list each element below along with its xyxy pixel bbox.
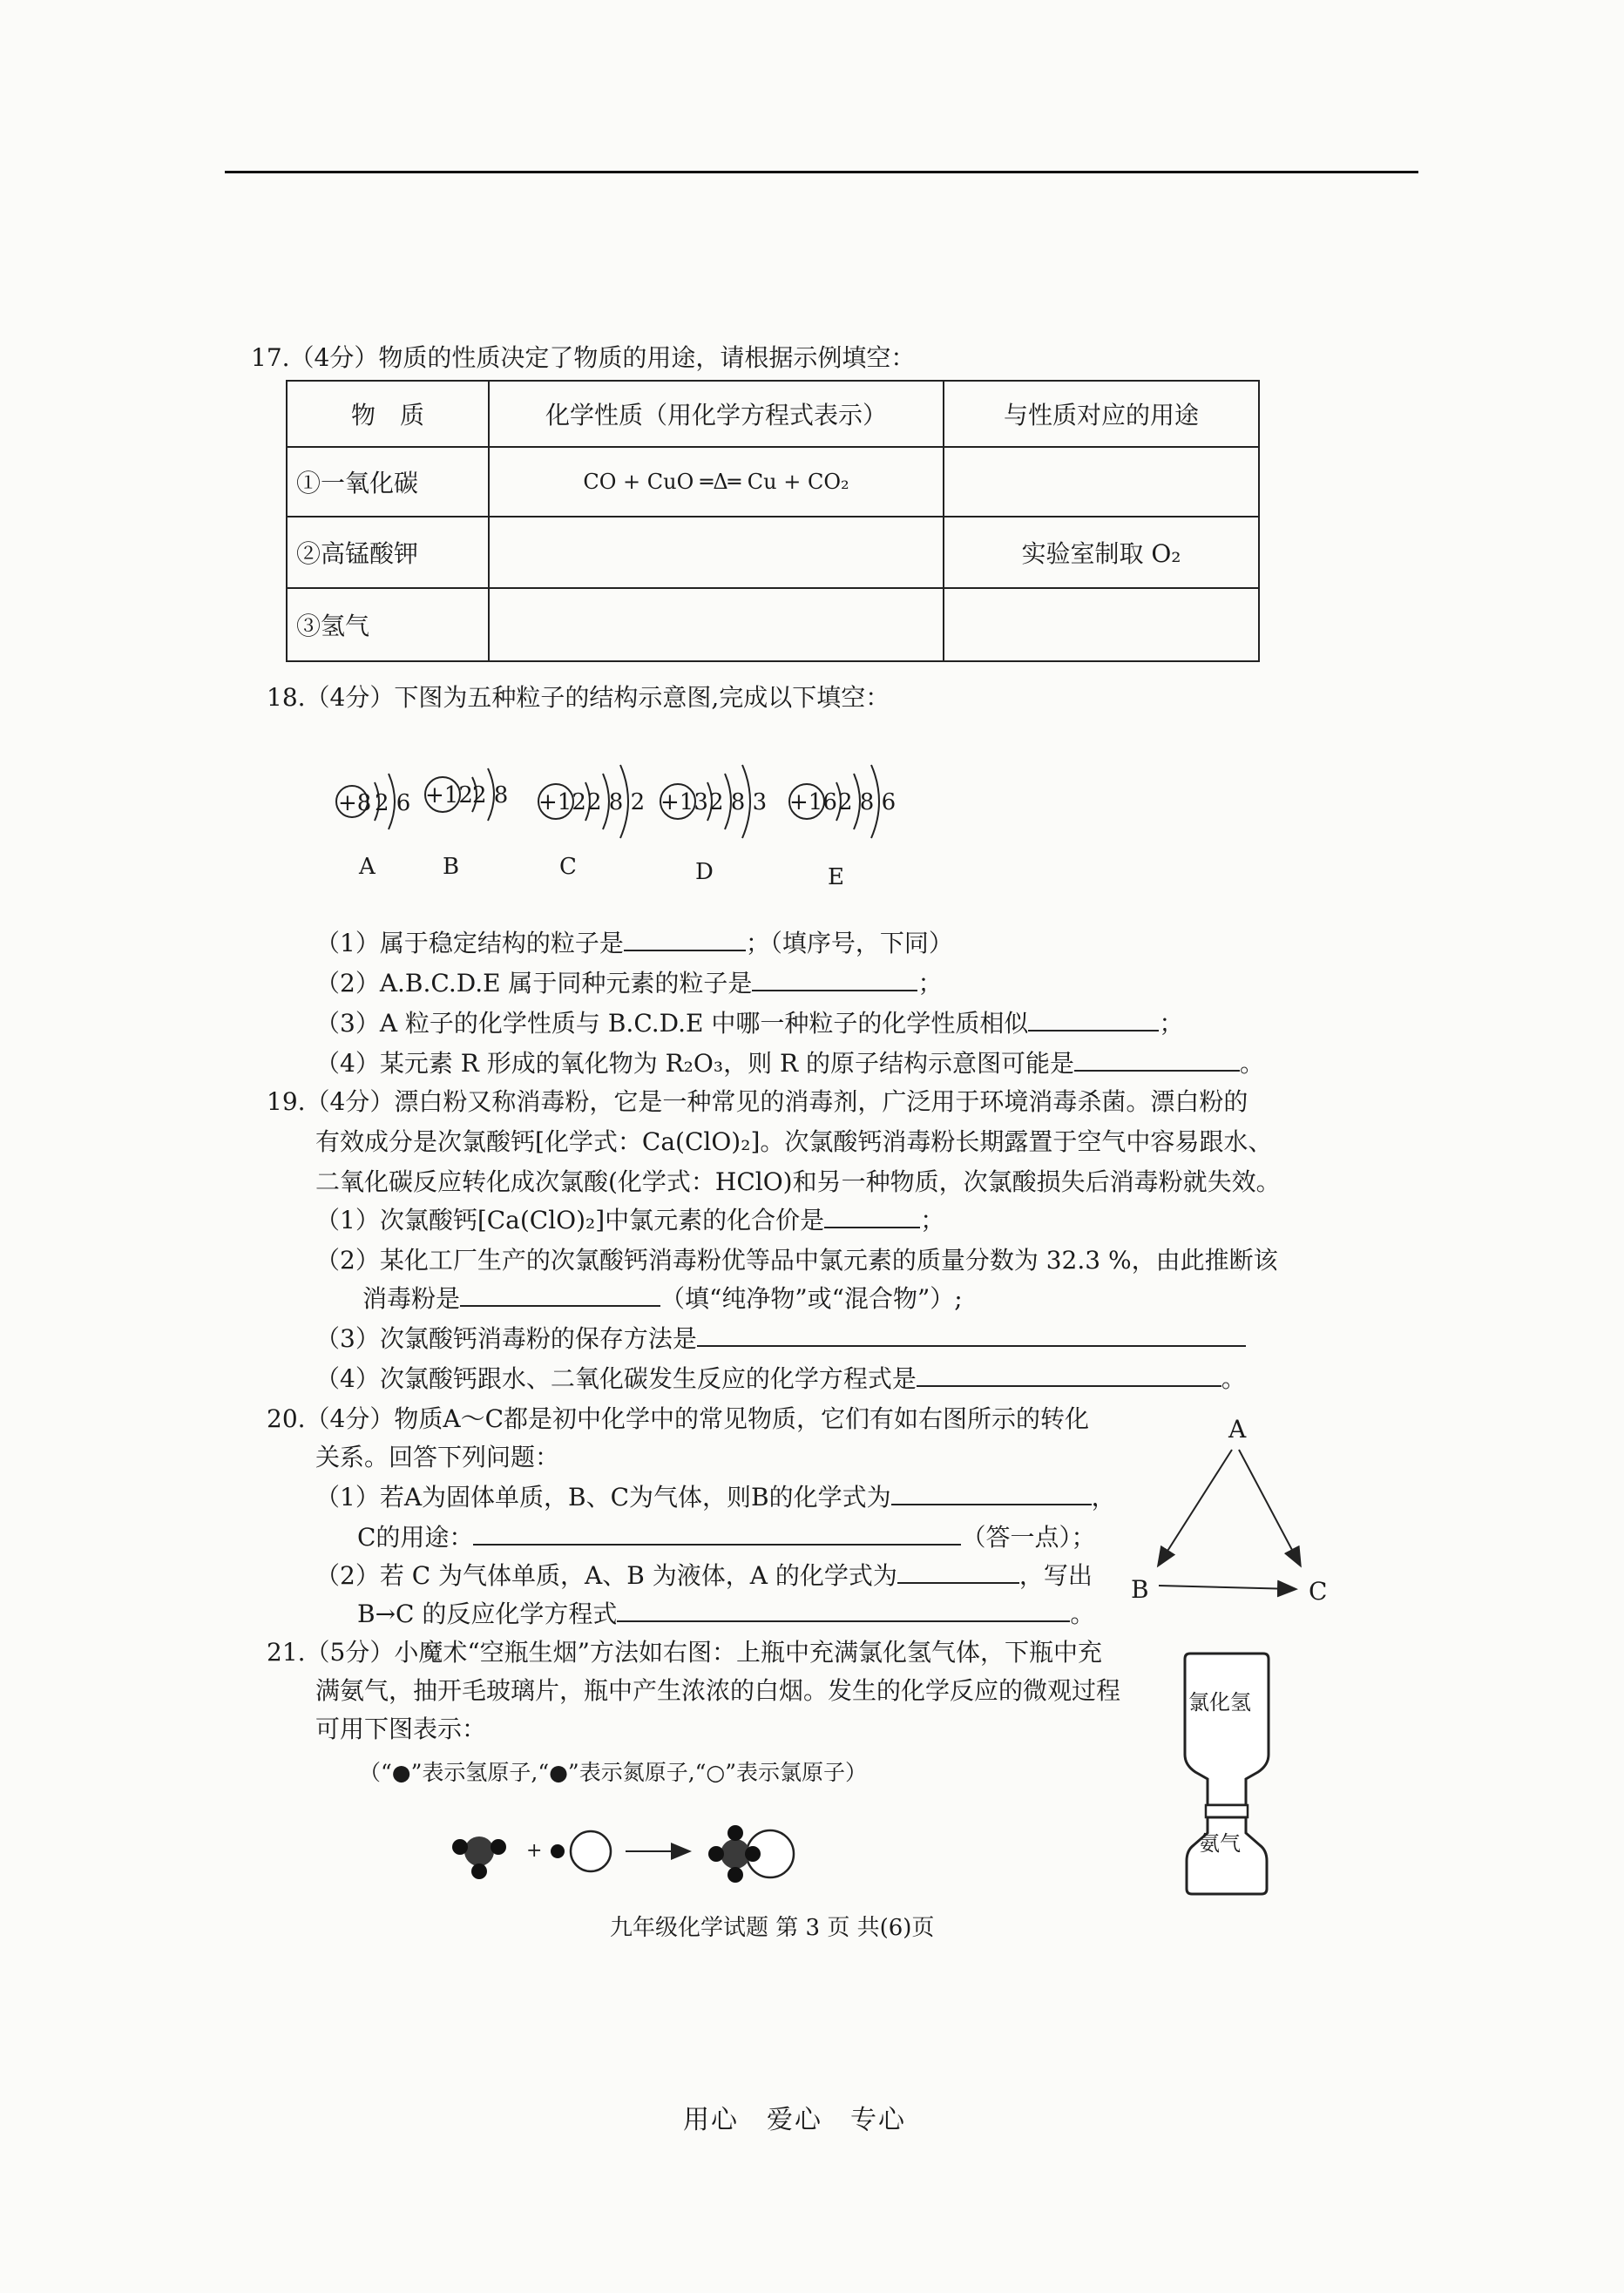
q18-s3-suffix: ；: [1159, 1009, 1184, 1038]
equation-cell: [489, 588, 944, 661]
use-cell: [944, 447, 1259, 517]
nucleus-charge: +12: [425, 782, 473, 808]
q20-sub2-cont: [357, 1598, 1094, 1631]
q20-s2-text: （2）若 C 为气体单质，A、B 为液体，A 的化学式为: [315, 1561, 897, 1590]
q17-title: 17.（4分）物质的性质决定了物质的用途，请根据示例填空：: [251, 343, 916, 372]
nucleus-charge: +12: [538, 789, 586, 815]
equation-cell: CO + CuO ═Δ═ Cu + CO₂: [489, 447, 944, 517]
particle-label: B: [443, 854, 460, 880]
q19-s3-text: （3）次氯酸钙消毒粉的保存方法是: [315, 1324, 697, 1353]
particle-label: D: [695, 859, 714, 885]
table-row: [287, 517, 1259, 588]
q20-s1-use-suffix: （答一点）；: [961, 1523, 1096, 1552]
node-a: A: [1228, 1415, 1247, 1444]
answer-blank[interactable]: [1074, 1047, 1240, 1072]
page-footer: 九年级化学试题 第 3 页 共(6)页: [610, 1915, 935, 1941]
answer-blank[interactable]: [897, 1559, 1019, 1584]
q19-s2-text: 消毒粉是: [362, 1284, 461, 1313]
substance-cell: ①一氧化碳: [287, 447, 489, 517]
electron-shells: 2 6: [375, 790, 411, 816]
table-row: [287, 447, 1259, 517]
bottle-bottom-label: 氨气: [1199, 1831, 1241, 1856]
q20-line2: 关系。回答下列问题：: [315, 1443, 560, 1471]
node-b: B: [1131, 1575, 1149, 1604]
answer-blank[interactable]: [891, 1481, 1092, 1505]
q20-s1-use-label: C的用途：: [357, 1523, 474, 1552]
answer-blank[interactable]: [917, 1363, 1221, 1387]
substance-cell: ②高锰酸钾: [287, 517, 489, 588]
q20-s2-suffix: ，写出: [1018, 1561, 1093, 1590]
node-c: C: [1309, 1577, 1328, 1606]
nucleus-charge: +16: [789, 789, 837, 815]
particle-label: C: [559, 854, 577, 880]
q20-line1: 20.（4分）物质A～C都是初中化学中的常见物质，它们有如右图所示的转化: [267, 1404, 1089, 1433]
particle-label: A: [359, 854, 376, 880]
q21-legend: （“●”表示氢原子,“●”表示氮原子,“○”表示氯原子）: [359, 1760, 868, 1785]
q19-s4-suffix: 。: [1221, 1364, 1246, 1393]
q19-sub4: [315, 1363, 1246, 1396]
table-header: 与性质对应的用途: [944, 381, 1259, 447]
q21-line2: 满氨气，抽开毛玻璃片，瓶中产生浓浓的白烟。发生的化学反应的微观过程: [315, 1676, 1121, 1705]
answer-blank[interactable]: [460, 1282, 660, 1307]
q20-s2-eq-label: B→C 的反应化学方程式: [357, 1600, 618, 1628]
particle-diagram-e: [784, 758, 932, 906]
table-header: 物 质: [287, 381, 489, 447]
q19-line2: 有效成分是次氯酸钙[化学式：Ca(ClO)₂]。次氯酸钙消毒粉长期露置于空气中容易跟水、: [315, 1127, 1273, 1156]
q18-sub4: [315, 1047, 1264, 1080]
table-row: [287, 588, 1259, 661]
answer-blank[interactable]: [624, 927, 746, 951]
answer-blank[interactable]: [473, 1521, 961, 1546]
answer-blank[interactable]: [1028, 1007, 1159, 1032]
q18-s1-text: （1）属于稳定结构的粒子是: [315, 929, 624, 957]
q19-s1-text: （1）次氯酸钙[Ca(ClO)₂]中氯元素的化合价是: [315, 1206, 825, 1234]
q20-sub2: [315, 1559, 1093, 1593]
q18-sub2: [315, 967, 942, 1000]
q18-sub1: [315, 927, 953, 960]
q18-s4-text: （4）某元素 R 形成的氧化物为 R₂O₃，则 R 的原子结构示意图可能是: [315, 1049, 1074, 1078]
q20-s2-eq-suffix: 。: [1070, 1600, 1095, 1628]
q18-s3-text: （3）A 粒子的化学性质与 B.C.D.E 中哪一种粒子的化学性质相似: [315, 1009, 1029, 1038]
particle-diagram-d: [655, 758, 803, 906]
q19-sub3: [315, 1322, 1246, 1356]
table-header: 化学性质（用化学方程式表示）: [489, 381, 944, 447]
electron-shells: 2 8 3: [709, 789, 768, 815]
substance-cell: ③氢气: [287, 588, 489, 661]
nucleus-charge: +13: [660, 789, 708, 815]
q18-sub3: [315, 1007, 1183, 1040]
nucleus-charge: +8: [338, 790, 372, 816]
answer-blank[interactable]: [752, 967, 917, 991]
answer-blank[interactable]: [617, 1598, 1070, 1622]
answer-blank[interactable]: [824, 1204, 920, 1228]
q18-s2-suffix: ；: [917, 969, 943, 998]
q19-sub2: （2）某化工厂生产的次氯酸钙消毒粉优等品中氯元素的质量分数为 32.3 %，由此推断该: [315, 1246, 1278, 1275]
bottom-slogan: 用心 爱心 专心: [683, 2105, 906, 2135]
electron-shells: 2 8 2: [587, 789, 646, 815]
particle-label: E: [828, 864, 844, 890]
plus-sign: +: [526, 1840, 543, 1862]
q20-sub1-cont: [357, 1521, 1095, 1554]
q19-s1-suffix: ；: [920, 1206, 945, 1234]
answer-blank[interactable]: [697, 1322, 1246, 1347]
use-cell: [944, 588, 1259, 661]
q17-table: [286, 380, 1260, 662]
q19-line3: 二氧化碳反应转化成次氯酸(化学式：HClO)和另一种物质，次氯酸损失后消毒粉就失效。: [315, 1167, 1281, 1196]
equation-cell: [489, 517, 944, 588]
q21-line1: 21.（5分）小魔术“空瓶生烟”方法如右图：上瓶中充满氯化氢气体，下瓶中充: [267, 1638, 1102, 1667]
electron-shells: 2 8 6: [838, 789, 897, 815]
reaction-molecule-diagram: [436, 1803, 819, 1899]
q18-s1-suffix: ；（填序号，下同）: [745, 929, 953, 957]
q19-s2-suffix: （填“纯净物”或“混合物”）;: [660, 1284, 963, 1313]
q20-s1-text: （1）若A为固体单质，B、C为气体，则B的化学式为: [315, 1483, 891, 1512]
q18-s2-text: （2）A.B.C.D.E 属于同种元素的粒子是: [315, 969, 753, 998]
header-rule: [225, 171, 1418, 173]
q21-line3: 可用下图表示：: [315, 1715, 487, 1743]
bottle-top-label: 氯化氢: [1188, 1690, 1251, 1715]
q19-sub1: [315, 1204, 944, 1237]
q19-s4-text: （4）次氯酸钙跟水、二氧化碳发生反应的化学方程式是: [315, 1364, 917, 1393]
q19-sub2-cont: [362, 1282, 963, 1316]
electron-shells: 2 8: [472, 782, 509, 808]
q18-s4-suffix: 。: [1239, 1049, 1264, 1078]
q20-s1-suffix: ，: [1091, 1483, 1116, 1512]
q20-sub1: [315, 1481, 1116, 1514]
use-cell: 实验室制取 O₂: [944, 517, 1259, 588]
q18-title: 18.（4分）下图为五种粒子的结构示意图,完成以下填空：: [267, 683, 890, 712]
q19-line1: 19.（4分）漂白粉又称消毒粉，它是一种常见的消毒剂，广泛用于环境消毒杀菌。漂白粉的: [267, 1087, 1248, 1116]
